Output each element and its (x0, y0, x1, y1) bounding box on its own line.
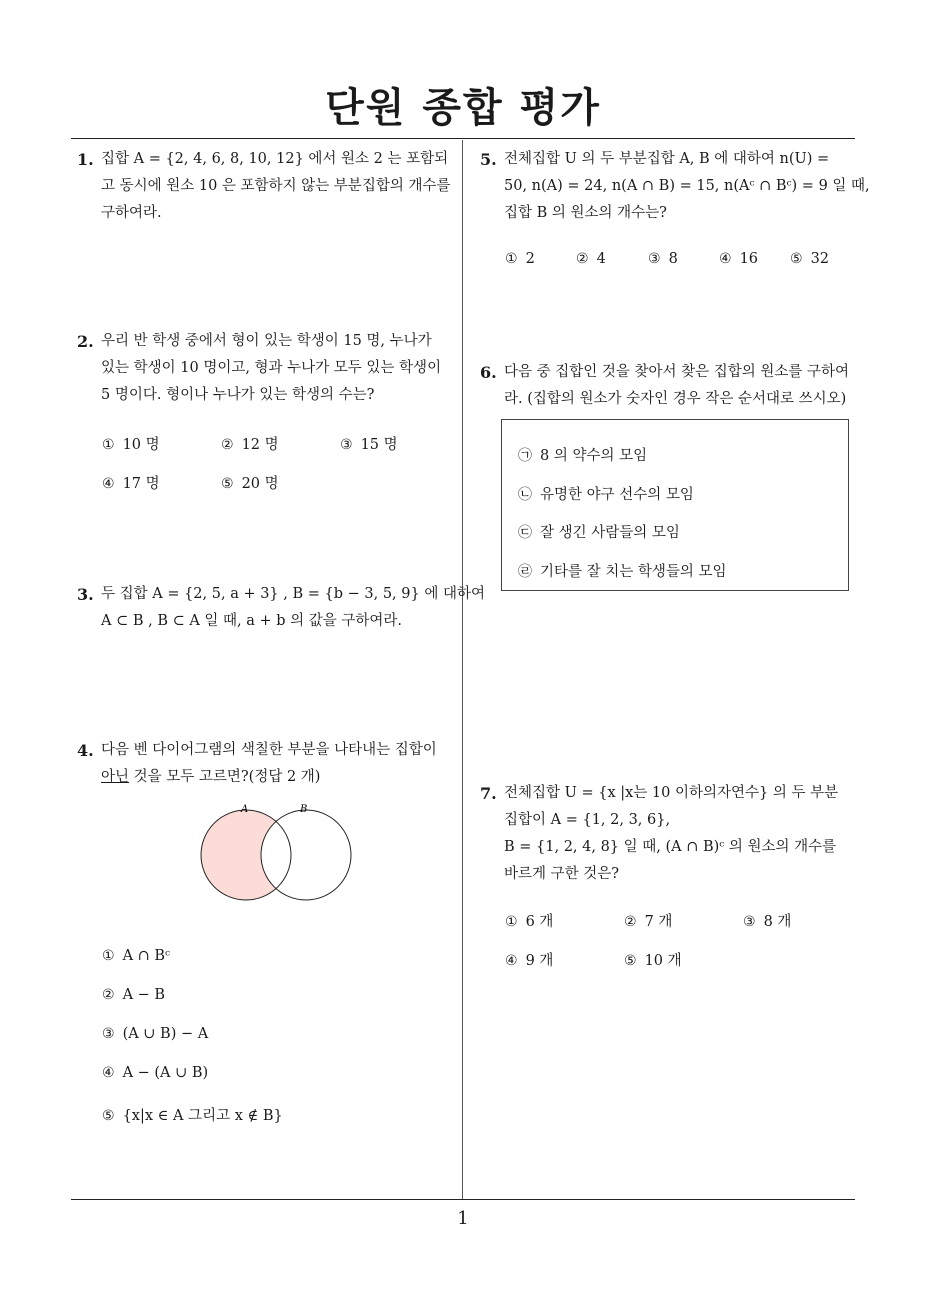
box-item: ㉣ 기타를 잘 치는 학생들의 모임 (518, 564, 727, 580)
underlined-word: 아닌 (101, 769, 130, 785)
choice-option[interactable]: ① A ∩ Bᶜ (102, 948, 171, 964)
question-text-line: B = {1, 2, 4, 8} 일 때, (A ∩ B)ᶜ 의 원소의 개수를 (504, 839, 837, 855)
question-text-line: 라. (집합의 원소가 숫자인 경우 작은 순서대로 쓰시오) (504, 391, 847, 407)
box-item: ㉠ 8 의 약수의 모임 (518, 448, 648, 464)
bottom-rule (71, 1199, 855, 1200)
question-text-line: 전체집합 U 의 두 부분집합 A, B 에 대하여 n(U) = (504, 151, 830, 167)
choice-option[interactable]: ③ 8 (648, 251, 678, 267)
question-text-line: 고 동시에 원소 10 은 포함하지 않는 부분집합의 개수를 (101, 178, 451, 194)
choice-option[interactable]: ⑤ {x|x ∈ A 그리고 x ∉ B} (102, 1108, 283, 1124)
question-number: 1. (77, 150, 94, 169)
question-text-line: 전체집합 U = {x |x는 10 이하의자연수} 의 두 부분 (504, 785, 839, 801)
question-text-line: 5 명이다. 형이나 누나가 있는 학생의 수는? (101, 387, 375, 403)
question-text-line: 다음 벤 다이어그램의 색칠한 부분을 나타내는 집합이 (101, 742, 437, 758)
choice-option[interactable]: ② 7 개 (624, 914, 673, 930)
question-4 (77, 737, 457, 791)
venn-diagram (196, 800, 366, 910)
top-rule (71, 138, 855, 139)
choice-option[interactable]: ④ 16 (719, 251, 759, 267)
choice-option[interactable]: ② 4 (576, 251, 606, 267)
choice-option[interactable]: ③ 8 개 (743, 914, 792, 930)
box-item: ㉢ 잘 생긴 사람들의 모임 (518, 525, 680, 541)
question-text-line: 구하여라. (101, 205, 162, 221)
question-text-line: 집합 A = {2, 4, 6, 8, 10, 12} 에서 원소 2 는 포함되 (101, 151, 449, 167)
question-text-line: 집합 B 의 원소의 개수는? (504, 205, 667, 221)
question-text-line: 집합이 A = {1, 2, 3, 6}, (504, 812, 671, 828)
page-number: 1 (457, 1208, 469, 1229)
choice-option[interactable]: ① 10 명 (102, 437, 160, 453)
question-number: 5. (480, 150, 497, 169)
question-number: 6. (480, 363, 497, 382)
question-text-line: 바르게 구한 것은? (504, 866, 620, 882)
box-item: ㉡ 유명한 야구 선수의 모임 (518, 487, 694, 503)
question-text-line: A ⊂ B , B ⊂ A 일 때, a + b 의 값을 구하여라. (101, 613, 403, 629)
choice-option[interactable]: ④ 17 명 (102, 476, 160, 492)
choice-option[interactable]: ⑤ 20 명 (221, 476, 279, 492)
question-2 (77, 328, 457, 409)
question-3 (77, 581, 485, 635)
answer-box (501, 419, 849, 591)
question-text-line: 두 집합 A = {2, 5, a + 3} , B = {b − 3, 5, 9} 에 대하여 (101, 586, 485, 602)
question-text-line: 50, n(A) = 24, n(A ∩ B) = 15, n(Aᶜ ∩ Bᶜ) = 9 일 때, (504, 178, 870, 194)
choice-option[interactable]: ② 12 명 (221, 437, 279, 453)
question-6 (480, 359, 860, 413)
question-text-line: 다음 중 집합인 것을 찾아서 찾은 집합의 원소를 구하여 (504, 364, 850, 380)
set-a-label: A (241, 804, 249, 815)
question-1 (77, 146, 457, 227)
question-text-line: 있는 학생이 10 명이고, 형과 누나가 모두 있는 학생이 (101, 360, 442, 376)
choice-option[interactable]: ⑤ 32 (790, 251, 830, 267)
question-number: 3. (77, 585, 94, 604)
choice-option[interactable]: ② A − B (102, 987, 166, 1003)
question-text-line: 우리 반 학생 중에서 형이 있는 학생이 15 명, 누나가 (101, 333, 432, 349)
choice-option[interactable]: ③ (A ∪ B) − A (102, 1026, 209, 1042)
choice-option[interactable]: ④ 9 개 (505, 953, 554, 969)
question-text-line: 아닌 것을 모두 고르면?(정답 2 개) (101, 769, 321, 785)
question-7 (480, 780, 860, 888)
choice-option[interactable]: ⑤ 10 개 (624, 953, 682, 969)
question-number: 2. (77, 332, 94, 351)
column-divider (462, 140, 463, 1200)
page-title: 단원 종합 평가 (325, 85, 601, 131)
question-5 (480, 146, 870, 227)
question-number: 7. (480, 784, 497, 803)
choice-option[interactable]: ① 6 개 (505, 914, 554, 930)
set-b-label: B (300, 804, 308, 815)
choice-option[interactable]: ④ A − (A ∪ B) (102, 1065, 209, 1081)
question-number: 4. (77, 741, 94, 760)
choice-option[interactable]: ③ 15 명 (340, 437, 398, 453)
choice-option[interactable]: ① 2 (505, 251, 535, 267)
